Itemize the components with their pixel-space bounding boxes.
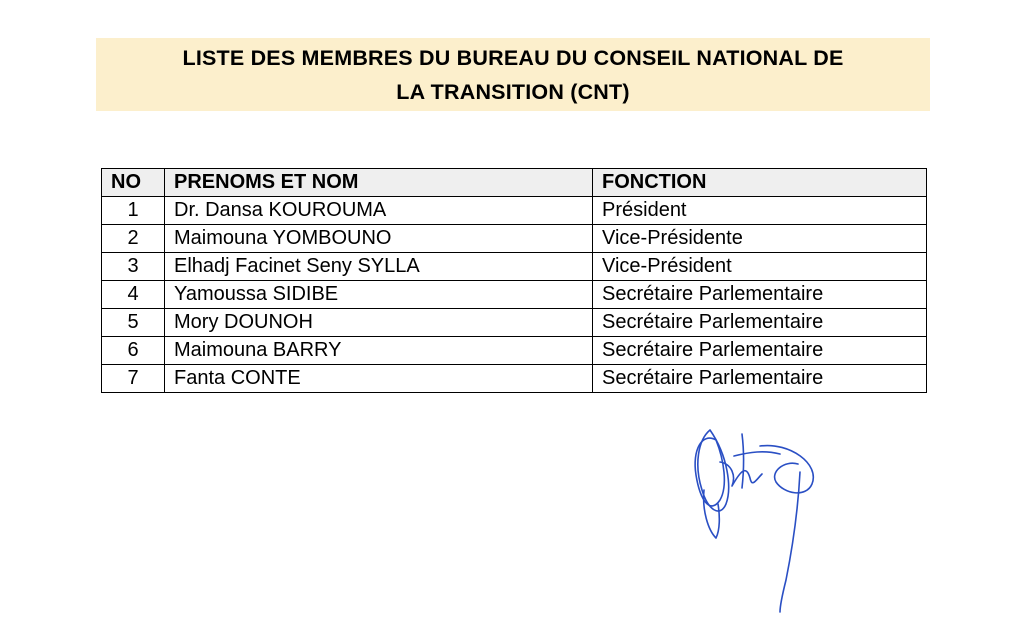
cell-function: Secrétaire Parlementaire (593, 309, 927, 337)
title-line-1: LISTE DES MEMBRES DU BUREAU DU CONSEIL NATIONAL DE (182, 45, 844, 70)
document-title-box (96, 38, 930, 111)
handwritten-signature-icon (680, 420, 830, 620)
table-row (102, 309, 927, 337)
cell-no: 5 (102, 309, 165, 337)
document-title (182, 41, 843, 109)
cell-name: Yamoussa SIDIBE (165, 281, 593, 309)
cell-name: Dr. Dansa KOUROUMA (165, 197, 593, 225)
cell-no: 4 (102, 281, 165, 309)
cell-no: 2 (102, 225, 165, 253)
cell-function: Vice-Président (593, 253, 927, 281)
cell-no: 1 (102, 197, 165, 225)
cell-name: Fanta CONTE (165, 365, 593, 393)
cell-name: Elhadj Facinet Seny SYLLA (165, 253, 593, 281)
cell-function: Vice-Présidente (593, 225, 927, 253)
cell-name: Mory DOUNOH (165, 309, 593, 337)
cell-no: 6 (102, 337, 165, 365)
title-line-2: LA TRANSITION (CNT) (396, 79, 630, 104)
cell-no: 7 (102, 365, 165, 393)
cell-no: 3 (102, 253, 165, 281)
table-row (102, 337, 927, 365)
header-name: PRENOMS ET NOM (165, 169, 593, 197)
cell-function: Secrétaire Parlementaire (593, 281, 927, 309)
header-no: NO (102, 169, 165, 197)
table-row (102, 225, 927, 253)
cell-name: Maimouna BARRY (165, 337, 593, 365)
table-row (102, 197, 927, 225)
table-row (102, 253, 927, 281)
header-function: FONCTION (593, 169, 927, 197)
table-row (102, 281, 927, 309)
members-table (101, 168, 927, 393)
table-row (102, 365, 927, 393)
cell-function: Secrétaire Parlementaire (593, 365, 927, 393)
cell-function: Secrétaire Parlementaire (593, 337, 927, 365)
table-header-row (102, 169, 927, 197)
cell-function: Président (593, 197, 927, 225)
cell-name: Maimouna YOMBOUNO (165, 225, 593, 253)
